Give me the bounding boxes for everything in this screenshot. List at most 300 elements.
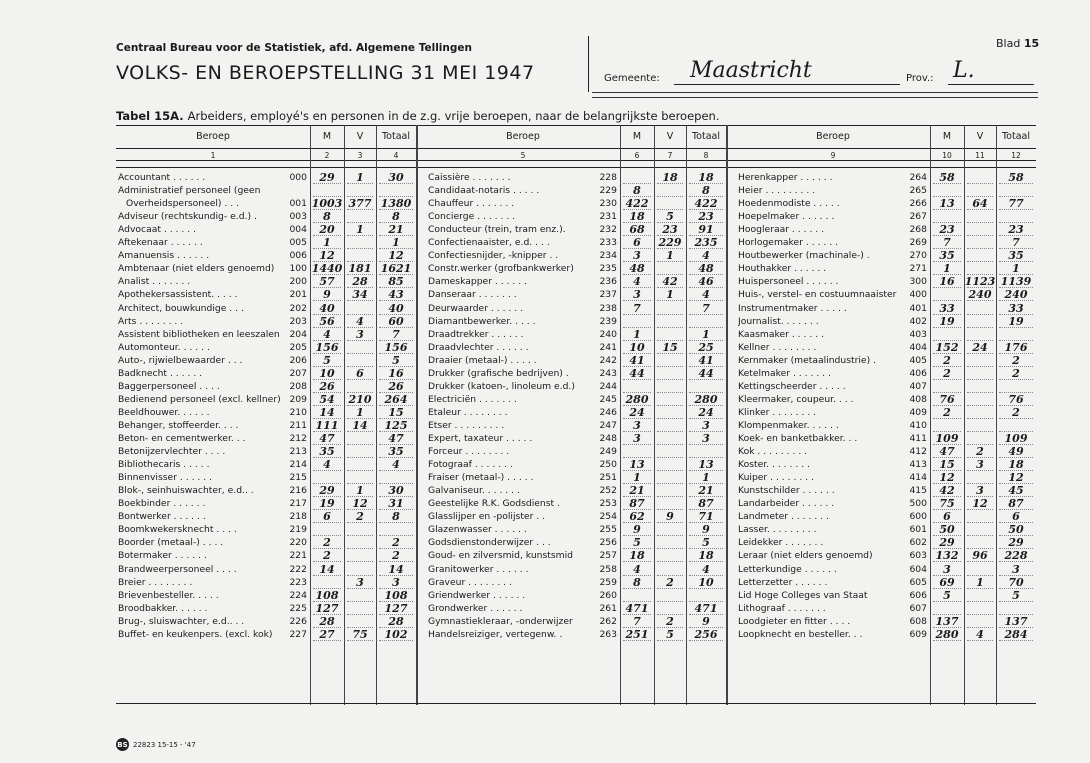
cell-dotline [657, 444, 683, 445]
occupation-code: 404 [909, 341, 927, 353]
print-footer [116, 738, 196, 751]
count-totaal: 2 [392, 536, 400, 550]
occupation-code: 006 [289, 250, 307, 262]
column-number: 11 [975, 151, 985, 160]
count-totaal: 1139 [1000, 275, 1032, 289]
occupation-code: 213 [289, 446, 307, 458]
table-rule [116, 148, 1036, 149]
header-m: M [322, 131, 332, 142]
count-m: 1 [323, 236, 331, 250]
count-m: 108 [315, 588, 339, 602]
count-m: 5 [633, 536, 641, 550]
count-m: 1 [943, 262, 951, 276]
count-m: 8 [633, 575, 641, 589]
occupation-label: Behanger, stoffeerder. . . . [118, 419, 239, 431]
count-m: 152 [935, 340, 959, 354]
occupation-label: Klinker . . . . . . . . [738, 406, 817, 418]
cell-dotline [657, 548, 683, 549]
count-m: 2 [943, 353, 951, 367]
count-m: 8 [323, 210, 331, 224]
occupation-code: 100 [289, 263, 307, 275]
occupation-label: Adviseur (rechtskundig- e.d.) . [118, 211, 257, 223]
count-totaal: 43 [388, 288, 404, 302]
count-totaal: 235 [694, 236, 718, 250]
header-totaal: Totaal [381, 131, 410, 142]
occupation-label: Kettingscheerder . . . . . [738, 380, 846, 392]
occupation-code: 408 [909, 393, 927, 405]
cell-dotline [657, 601, 683, 602]
occupation-label: Badknecht . . . . . . [118, 367, 203, 379]
count-totaal: 240 [1004, 288, 1028, 302]
occupation-label: Binnenvisser . . . . . . [118, 472, 213, 484]
occupation-code: 229 [599, 185, 617, 197]
count-totaal: 127 [384, 601, 408, 615]
blad-indicator [996, 37, 1039, 50]
count-v: 42 [662, 275, 678, 289]
count-v: 4 [356, 314, 364, 328]
count-totaal: 5 [392, 353, 400, 367]
occupation-label: Brandweerpersoneel . . . . [118, 563, 237, 575]
occupation-label: Hoepelmaker . . . . . . [738, 211, 835, 223]
occupation-label: Brievenbesteller. . . . . [118, 589, 219, 601]
occupation-label: Chauffeur . . . . . . . [428, 198, 515, 210]
occupation-label: Etaleur . . . . . . . . [428, 406, 508, 418]
count-m: 26 [319, 379, 335, 393]
occupation-label: Ketelmaker . . . . . . . [738, 367, 831, 379]
occupation-code: 257 [599, 550, 617, 562]
cell-dotline [347, 248, 373, 249]
header-rule-1 [592, 92, 1038, 93]
count-m: 6 [943, 510, 951, 524]
occupation-code: 221 [289, 550, 307, 562]
occupation-label: Hoedenmodiste . . . . . [738, 198, 840, 210]
occupation-label: Heier . . . . . . . . . [738, 185, 816, 197]
count-m: 127 [315, 601, 339, 615]
count-totaal: 85 [388, 275, 404, 289]
count-v: 23 [662, 223, 678, 237]
cell-dotline [347, 470, 373, 471]
column-number: 2 [324, 151, 330, 160]
blad-label: Blad [996, 37, 1021, 50]
occupation-label: Horlogemaker . . . . . . [738, 237, 839, 249]
occupation-code: 415 [909, 485, 927, 497]
occupation-label: Leidekker . . . . . . . [738, 537, 824, 549]
count-totaal: 21 [388, 223, 404, 237]
occupation-code: 223 [289, 576, 307, 588]
occupation-label: Kok . . . . . . . . . [738, 446, 808, 458]
cell-dotline [967, 248, 993, 249]
occupation-label: Beton- en cementwerker. . . [118, 433, 246, 444]
occupation-code: 239 [599, 315, 617, 327]
count-v: 15 [662, 340, 678, 354]
count-totaal: 125 [384, 418, 408, 432]
count-m: 47 [939, 445, 955, 459]
count-totaal: 5 [702, 536, 710, 550]
header-v: V [666, 131, 674, 142]
cell-dotline [967, 327, 993, 328]
count-totaal: 87 [1008, 497, 1024, 511]
count-m: 6 [633, 236, 641, 250]
occupation-code: 500 [909, 498, 927, 510]
count-totaal: 35 [388, 445, 404, 459]
occupation-label: Danseraar . . . . . . . [428, 289, 517, 301]
cell-dotline [967, 535, 993, 536]
header-totaal: Totaal [1001, 131, 1030, 142]
count-totaal: 4 [702, 288, 710, 302]
occupation-label: Caissière . . . . . . . [428, 172, 511, 183]
occupation-label: Drukker (grafische bedrijven) . [428, 367, 569, 379]
count-v: 2 [976, 445, 984, 459]
column-number: 12 [1011, 151, 1021, 160]
occupation-label: Candidaat-notaris . . . . . [428, 185, 540, 197]
count-totaal: 16 [388, 366, 404, 380]
count-totaal: 8 [392, 510, 400, 524]
count-totaal: 25 [698, 340, 714, 354]
occupation-label: Breier . . . . . . . . [118, 576, 193, 588]
count-m: 137 [935, 614, 959, 628]
count-v: 377 [348, 197, 372, 211]
occupation-code: 253 [599, 498, 617, 510]
count-totaal: 24 [698, 405, 714, 419]
count-totaal: 50 [1008, 523, 1024, 537]
count-m: 29 [319, 171, 335, 184]
count-totaal: 7 [702, 301, 710, 315]
occupation-code: 256 [599, 537, 617, 549]
column-number: 3 [357, 151, 363, 160]
occupation-code: 243 [599, 367, 617, 379]
occupation-code: 250 [599, 459, 617, 471]
occupation-code: 211 [289, 419, 307, 431]
count-v: 5 [666, 627, 674, 641]
count-m: 27 [319, 627, 335, 641]
count-m: 29 [319, 484, 335, 498]
occupation-label: Ambtenaar (niet elders genoemd) [118, 263, 275, 275]
count-m: 33 [939, 301, 955, 315]
cell-dotline [967, 379, 993, 380]
column-number: 4 [393, 151, 399, 160]
occupation-label: Brug-, sluiswachter, e.d.. . . [118, 615, 245, 627]
header-divider [588, 36, 589, 92]
occupation-code: 248 [599, 433, 617, 444]
count-v: 75 [352, 627, 368, 641]
occupation-code: 225 [289, 602, 307, 614]
column-number: 10 [942, 151, 952, 160]
occupation-label: Loodgieter en fitter . . . . [738, 615, 851, 627]
occupation-code: 220 [289, 537, 307, 549]
occupation-label: Geestelijke R.K. Godsdienst . [428, 498, 560, 510]
occupation-label: Diamantbewerker. . . . . [428, 315, 536, 327]
occupation-code: 210 [289, 406, 307, 418]
count-m: 54 [319, 392, 335, 406]
count-m: 2 [943, 366, 951, 380]
cell-dotline [657, 314, 683, 315]
count-v: 5 [666, 210, 674, 224]
occupation-code: 262 [599, 615, 617, 627]
cell-dotline [967, 614, 993, 615]
occupation-label: Koster. . . . . . . . [738, 459, 810, 471]
count-totaal: 23 [698, 210, 714, 224]
header-m: M [632, 131, 642, 142]
header-totaal: Totaal [691, 131, 720, 142]
occupation-label: Goud- en zilversmid, kunstsmid [428, 550, 573, 562]
count-totaal: 12 [1008, 471, 1024, 485]
occupation-code: 403 [909, 328, 927, 340]
count-totaal: 3 [1012, 562, 1020, 576]
occupation-label: Kleermaker, coupeur. . . . [738, 393, 854, 405]
cell-dotline [657, 496, 683, 497]
occupation-label: Apothekersassistent. . . . . [118, 289, 238, 301]
count-m: 1 [633, 327, 641, 341]
occupation-code: 603 [909, 550, 927, 562]
count-totaal: 2 [392, 549, 400, 563]
occupation-label: Aftekenaar . . . . . . [118, 237, 203, 249]
count-v: 2 [666, 614, 674, 628]
count-totaal: 46 [698, 275, 714, 289]
occupation-label: Botermaker . . . . . . [118, 550, 207, 562]
occupation-label: Koek- en banketbakker. . . [738, 433, 858, 444]
count-v: 64 [972, 197, 988, 211]
occupation-label: Instrumentmaker . . . . . [738, 302, 847, 314]
occupation-code: 202 [289, 302, 307, 314]
occupation-label: Landarbeider . . . . . . [738, 498, 835, 510]
occupation-label: Houthakker . . . . . . [738, 263, 827, 275]
count-m: 62 [629, 510, 645, 524]
count-totaal: 9 [702, 614, 710, 628]
blad-number: 15 [1023, 37, 1040, 50]
occupation-label: Boomkwekersknecht . . . . [118, 524, 237, 536]
header-v: V [356, 131, 364, 142]
count-m: 280 [935, 627, 959, 641]
occupation-code: 236 [599, 276, 617, 288]
count-totaal: 7 [1012, 236, 1020, 250]
occupation-code: 215 [289, 472, 307, 484]
occupation-code: 269 [909, 237, 927, 249]
cell-dotline [347, 614, 373, 615]
count-m: 251 [625, 627, 649, 641]
occupation-code: 605 [909, 576, 927, 588]
occupation-code: 608 [909, 615, 927, 627]
count-m: 14 [319, 562, 335, 576]
count-totaal: 77 [1008, 197, 1024, 211]
count-m: 7 [943, 236, 951, 250]
occupation-label: Draaier (metaal-) . . . . . [428, 354, 537, 366]
count-m: 10 [319, 366, 335, 380]
occupation-code: 266 [909, 198, 927, 210]
count-m: 132 [935, 549, 959, 563]
count-totaal: 1 [702, 327, 710, 341]
count-m: 1440 [311, 262, 343, 276]
occupation-code: 200 [289, 276, 307, 288]
count-m: 4 [633, 562, 641, 576]
count-totaal: 26 [388, 379, 404, 393]
count-totaal: 3 [702, 418, 710, 432]
cell-dotline [967, 183, 993, 184]
count-totaal: 87 [698, 497, 714, 511]
occupation-label: Confectiesnijder, -knipper . . [428, 250, 559, 262]
occupation-code: 413 [909, 459, 927, 471]
count-m: 29 [939, 536, 955, 550]
census-title: VOLKS- EN BEROEPSTELLING 31 MEI 1947 [116, 62, 535, 84]
count-v: 1 [356, 484, 364, 498]
occupation-code: 217 [289, 498, 307, 510]
occupation-label: Constr.werker (grofbankwerker) [428, 263, 574, 275]
cell-dotline [967, 261, 993, 262]
occupation-label: Huis-, verstel- en costuumnaaister [738, 289, 897, 301]
count-totaal: 108 [384, 588, 408, 602]
occupation-code: 201 [289, 289, 307, 301]
occupation-label: Lid Hoge Colleges van Staat [738, 589, 868, 601]
occupation-label: Grondwerker . . . . . . [428, 602, 523, 614]
count-totaal: 15 [388, 405, 404, 419]
count-totaal: 1621 [380, 262, 412, 276]
occupation-code: 219 [289, 524, 307, 536]
occupation-code: 209 [289, 393, 307, 405]
count-v: 9 [666, 510, 674, 524]
count-m: 7 [633, 301, 641, 315]
occupation-code: 222 [289, 563, 307, 575]
occupation-label: Lasser. . . . . . . . . [738, 524, 817, 536]
cell-dotline [347, 601, 373, 602]
occupation-code: 240 [599, 328, 617, 340]
count-m: 12 [939, 471, 955, 485]
count-m: 15 [939, 458, 955, 472]
count-totaal: 76 [1008, 392, 1024, 406]
cell-dotline [657, 196, 683, 197]
count-m: 1003 [311, 197, 343, 211]
occupation-label: Boekbinder . . . . . . [118, 498, 206, 510]
group-rule [726, 125, 728, 705]
occupation-code: 204 [289, 328, 307, 340]
count-m: 111 [315, 418, 339, 432]
count-totaal: 422 [694, 197, 718, 211]
occupation-code: 214 [289, 459, 307, 471]
count-m: 56 [319, 314, 335, 328]
count-v: 3 [976, 484, 984, 498]
occupation-code: 241 [599, 341, 617, 353]
count-m: 48 [629, 262, 645, 276]
cell-dotline [657, 431, 683, 432]
count-totaal: 47 [388, 432, 404, 445]
occupation-label: Kunstschilder . . . . . . [738, 485, 835, 497]
count-m: 3 [633, 432, 641, 445]
count-m: 13 [939, 197, 955, 211]
count-m: 8 [633, 184, 641, 198]
cell-dotline [657, 379, 683, 380]
count-v: 3 [356, 327, 364, 341]
count-v: 18 [662, 171, 678, 184]
count-totaal: 256 [694, 627, 718, 641]
count-v: 210 [348, 392, 372, 406]
occupation-label: Gymnastiekleraar, -onderwijzer [428, 615, 573, 627]
count-m: 5 [943, 588, 951, 602]
count-totaal: 41 [698, 353, 714, 367]
occupation-code: 246 [599, 406, 617, 418]
occupation-code: 003 [289, 211, 307, 223]
occupation-code: 251 [599, 472, 617, 484]
count-v: 181 [348, 262, 372, 276]
count-m: 87 [629, 497, 645, 511]
occupation-label: Architect, bouwkundige . . . [118, 302, 244, 314]
occupation-label: Dameskapper . . . . . . [428, 276, 528, 288]
count-totaal: 70 [1008, 575, 1024, 589]
count-m: 6 [323, 510, 331, 524]
count-totaal: 18 [698, 549, 714, 563]
cell-dotline [967, 431, 993, 432]
occupation-code: 235 [599, 263, 617, 275]
occupation-label: Administratief personeel (geen [118, 185, 261, 197]
occupation-code: 607 [909, 602, 927, 614]
count-totaal: 18 [698, 171, 714, 184]
count-m: 156 [315, 340, 339, 354]
count-totaal: 109 [1004, 432, 1028, 445]
count-totaal: 1380 [380, 197, 412, 211]
cell-dotline [657, 470, 683, 471]
count-totaal: 19 [1008, 314, 1024, 328]
count-totaal: 18 [1008, 458, 1024, 472]
occupation-label: Hoogleraar . . . . . . [738, 224, 825, 236]
occupation-code: 261 [599, 602, 617, 614]
count-m: 35 [939, 249, 955, 263]
gemeente-label: Gemeente: [604, 73, 660, 84]
table-bottom-rule [116, 703, 1036, 704]
occupation-code: 267 [909, 211, 927, 223]
column-number: 5 [520, 151, 526, 160]
table-title-text: Arbeiders, employé's en personen in de z.g. vrije beroepen, naar de belangrijkste beroepen. [187, 109, 720, 123]
count-totaal: 21 [698, 484, 714, 498]
count-m: 4 [633, 275, 641, 289]
cell-dotline [967, 235, 993, 236]
cell-dotline [657, 327, 683, 328]
occupation-label: Kuiper . . . . . . . . [738, 472, 814, 484]
cell-dotline [967, 392, 993, 393]
header-v: V [976, 131, 984, 142]
occupation-label: Forceur . . . . . . . . [428, 446, 510, 458]
count-m: 109 [935, 432, 959, 445]
count-totaal: 280 [694, 392, 718, 406]
count-m: 13 [629, 458, 645, 472]
prov-value: L. [953, 58, 975, 83]
count-m: 57 [319, 275, 335, 289]
cell-dotline [347, 535, 373, 536]
occupation-code: 400 [909, 289, 927, 301]
count-m: 50 [939, 523, 955, 537]
occupation-code: 255 [599, 524, 617, 536]
count-totaal: 4 [702, 249, 710, 263]
header-beroep: Beroep [196, 131, 230, 142]
count-totaal: 471 [694, 601, 718, 615]
table-rule [116, 167, 1036, 168]
occupation-label: Godsdienstonderwijzer . . . [428, 537, 551, 549]
count-m: 69 [939, 575, 955, 589]
occupation-code: 259 [599, 576, 617, 588]
column-number: 8 [703, 151, 709, 160]
occupation-code: 600 [909, 511, 927, 523]
column-number: 1 [210, 151, 216, 160]
count-m: 2 [323, 549, 331, 563]
count-totaal: 49 [1008, 445, 1024, 459]
occupation-code: 212 [289, 433, 307, 444]
count-m: 18 [629, 210, 645, 224]
count-totaal: 33 [1008, 301, 1024, 315]
occupation-code: 228 [599, 172, 617, 183]
column-number: 6 [634, 151, 640, 160]
count-totaal: 58 [1008, 171, 1024, 184]
count-m: 19 [319, 497, 335, 511]
cell-dotline [657, 457, 683, 458]
count-v: 1 [976, 575, 984, 589]
occupation-label: Beeldhouwer. . . . . . [118, 406, 210, 418]
occupation-label: Betonijzervlechter . . . . [118, 446, 226, 458]
